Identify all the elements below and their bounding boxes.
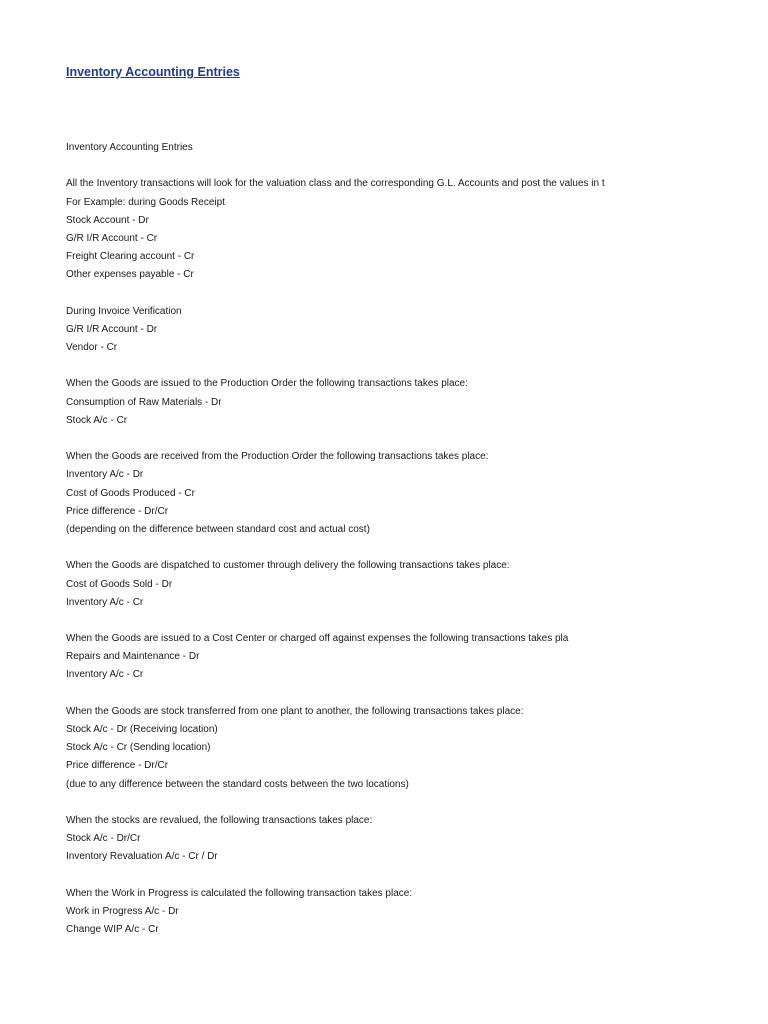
text-line: When the Goods are dispatched to customer through delivery the following transactions takes place: xyxy=(66,560,510,572)
text-line: Stock A/c - Dr (Receiving location) xyxy=(66,724,218,735)
text-line: Inventory A/c - Dr xyxy=(66,469,144,481)
text-line: Price difference - Dr/Cr xyxy=(66,505,169,517)
blank-line xyxy=(66,430,624,448)
text-line: When the Goods are issued to the Production Order the following transactions takes place: xyxy=(66,378,468,390)
text-line: G/R I/R Account - Cr xyxy=(66,232,158,244)
blank-line xyxy=(66,685,624,703)
blank-line xyxy=(66,157,624,175)
text-line: (due to any difference between the standard costs between the two locations) xyxy=(66,778,409,790)
text-line: When the Goods are received from the Production Order the following transactions takes place: xyxy=(66,451,489,463)
blank-line xyxy=(66,867,624,885)
blank-line xyxy=(66,794,624,812)
text-line: When the Goods are issued to a Cost Center or charged off against expenses the following transactions takes pla xyxy=(66,633,569,645)
text-line: Inventory Accounting Entries xyxy=(66,142,193,153)
text-line: Stock Account - Dr xyxy=(66,214,149,226)
text-line: Inventory A/c - Cr xyxy=(66,669,144,681)
blank-line xyxy=(66,357,624,375)
text-line: Freight Clearing account - Cr xyxy=(66,251,195,263)
text-line: Cost of Goods Produced - Cr xyxy=(66,487,195,499)
text-line: Cost of Goods Sold - Dr xyxy=(66,578,173,590)
text-line: When the stocks are revalued, the following transactions takes place: xyxy=(66,814,373,826)
text-line: Repairs and Maintenance - Dr xyxy=(66,651,200,663)
text-line: Stock A/c - Cr xyxy=(66,414,128,426)
text-line: Vendor - Cr xyxy=(66,342,118,354)
text-line: During Invoice Verification xyxy=(66,305,182,317)
text-line: Change WIP A/c - Cr xyxy=(66,924,159,936)
text-line: Inventory A/c - Cr xyxy=(66,596,144,608)
text-line: When the Goods are stock transferred from one plant to another, the following transactions takes place: xyxy=(66,705,524,717)
blank-line xyxy=(66,539,624,557)
text-line: All the Inventory transactions will look for the valuation class and the corresponding G.L. Accounts and post the values in t xyxy=(66,178,605,190)
text-line: Consumption of Raw Materials - Dr xyxy=(66,396,222,408)
text-line: Price difference - Dr/Cr xyxy=(66,760,169,772)
blank-line xyxy=(66,285,624,303)
document-title: Inventory Accounting Entries xyxy=(66,65,240,79)
text-line: When the Work in Progress is calculated the following transaction takes place: xyxy=(66,887,413,899)
blank-line xyxy=(66,612,624,630)
text-line: (depending on the difference between standard cost and actual cost) xyxy=(66,523,370,535)
text-line: Inventory Revaluation A/c - Cr / Dr xyxy=(66,851,218,863)
text-line: Stock A/c - Dr/Cr xyxy=(66,833,141,845)
text-line: G/R I/R Account - Dr xyxy=(66,323,158,335)
text-line: For Example: during Goods Receipt xyxy=(66,196,225,208)
text-line: Other expenses payable - Cr xyxy=(66,269,194,281)
text-line: Work in Progress A/c - Dr xyxy=(66,905,179,917)
document-body xyxy=(66,139,624,939)
text-line: Stock A/c - Cr (Sending location) xyxy=(66,742,211,754)
